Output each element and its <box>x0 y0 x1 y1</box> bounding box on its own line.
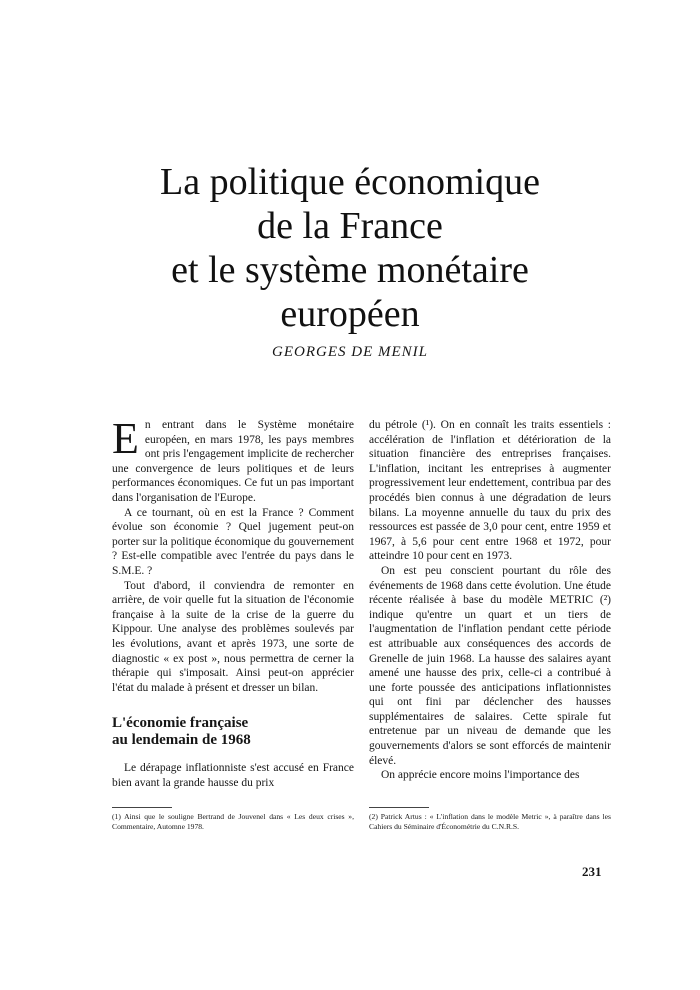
left-paragraph-2: A ce tournant, où en est la France ? Comment évolue son économie ? Quel jugement peut-on porter sur la politique économique du gouvernement ? Est-elle compatible avec l'entrée du pays dans le S.M.E. ? <box>112 506 354 577</box>
left-paragraph-1-text: n entrant dans le Système monétaire européen, en mars 1978, les pays membres ont pris l'engagement implicite de rechercher une convergence de leurs politiques et de leurs performances économiques. Ce fut un pas important dans l'organisation de l'Europe. <box>112 419 354 504</box>
left-paragraph-4: Le dérapage inflationniste s'est accusé en France bien avant la grande hausse du prix <box>112 762 354 789</box>
right-paragraph-3: On apprécie encore moins l'importance des <box>381 769 580 782</box>
article-title <box>90 160 610 336</box>
page-number: 231 <box>582 864 602 879</box>
left-paragraph-3: Tout d'abord, il conviendra de remonter en arrière, de voir quelle fut la situation de l'économie française à la suite de la crise de la guerre du Kippour. Une analyse des problèmes soulevés par les évolutions, avant et après 1973, une sorte de diagnostic « ex post », nous permettra de cerner la thérapie qui s'imposait. Ainsi peut-on apprécier l'état du malade à présent et dresser un bilan. <box>112 579 354 694</box>
section-heading-line-1: L'économie française <box>112 715 249 732</box>
title-line-1: La politique économique <box>160 161 540 203</box>
author-name: GEORGES DE MENIL <box>272 344 428 360</box>
footnote-separator-right <box>369 807 429 808</box>
title-line-3: et le système monétaire <box>171 249 529 291</box>
section-heading <box>112 715 354 749</box>
footnote-1: (1) Ainsi que le souligne Bertrand de Jouvenel dans « Les deux crises », Commentaire, Automne 1978. <box>112 812 354 831</box>
left-paragraph-1 <box>112 414 354 506</box>
title-line-4: européen <box>280 293 420 335</box>
section-heading-line-2: au lendemain de 1968 <box>112 732 251 749</box>
right-paragraph-2: On est peu conscient pourtant du rôle des événements de 1968 dans cette évolution. Une étude récente réalisée à base du modèle METRIC (²) indique qu'entre un quart et un tiers de l'augmentation de l'inflation pendant cette période est attribuable aux conséquences des accords de Grenelle de juin 1968. La hausse des salaires ayant amené une hausse des prix, celle-ci a contribué à une forte poussée des anticipations inflationnistes qui ont fini par déclencher des hausses supplémentaires de salaires. Cette spirale fut entretenue par un niveau de demande que les gouvernements d'alors se sont efforcés de maintenir élevé. <box>369 564 611 767</box>
title-line-2: de la France <box>257 205 443 247</box>
footnote-separator-left <box>112 807 172 808</box>
right-paragraph-1: du pétrole (¹). On en connaît les traits essentiels : accélération de l'inflation et détérioration de la situation financière des entreprises françaises. L'inflation, incitant les entreprises à augmenter progressivement leur endettement, contribua par des procédés bien connus à une dégradation de leurs bilans. La moyenne annuelle du taux du prix des ressources est passée de 3,0 pour cent, entre 1959 et 1967, à 5,6 pour cent entre 1968 et 1972, pour atteindre 10 pour cent en 1973. <box>369 419 611 563</box>
left-column <box>112 414 354 790</box>
drop-cap: E <box>112 414 139 463</box>
right-column <box>369 418 611 783</box>
footnote-2: (2) Patrick Artus : « L'inflation dans le modèle Metric », à paraître dans les Cahiers du Séminaire d'Économétrie du C.N.R.S. <box>369 812 611 831</box>
